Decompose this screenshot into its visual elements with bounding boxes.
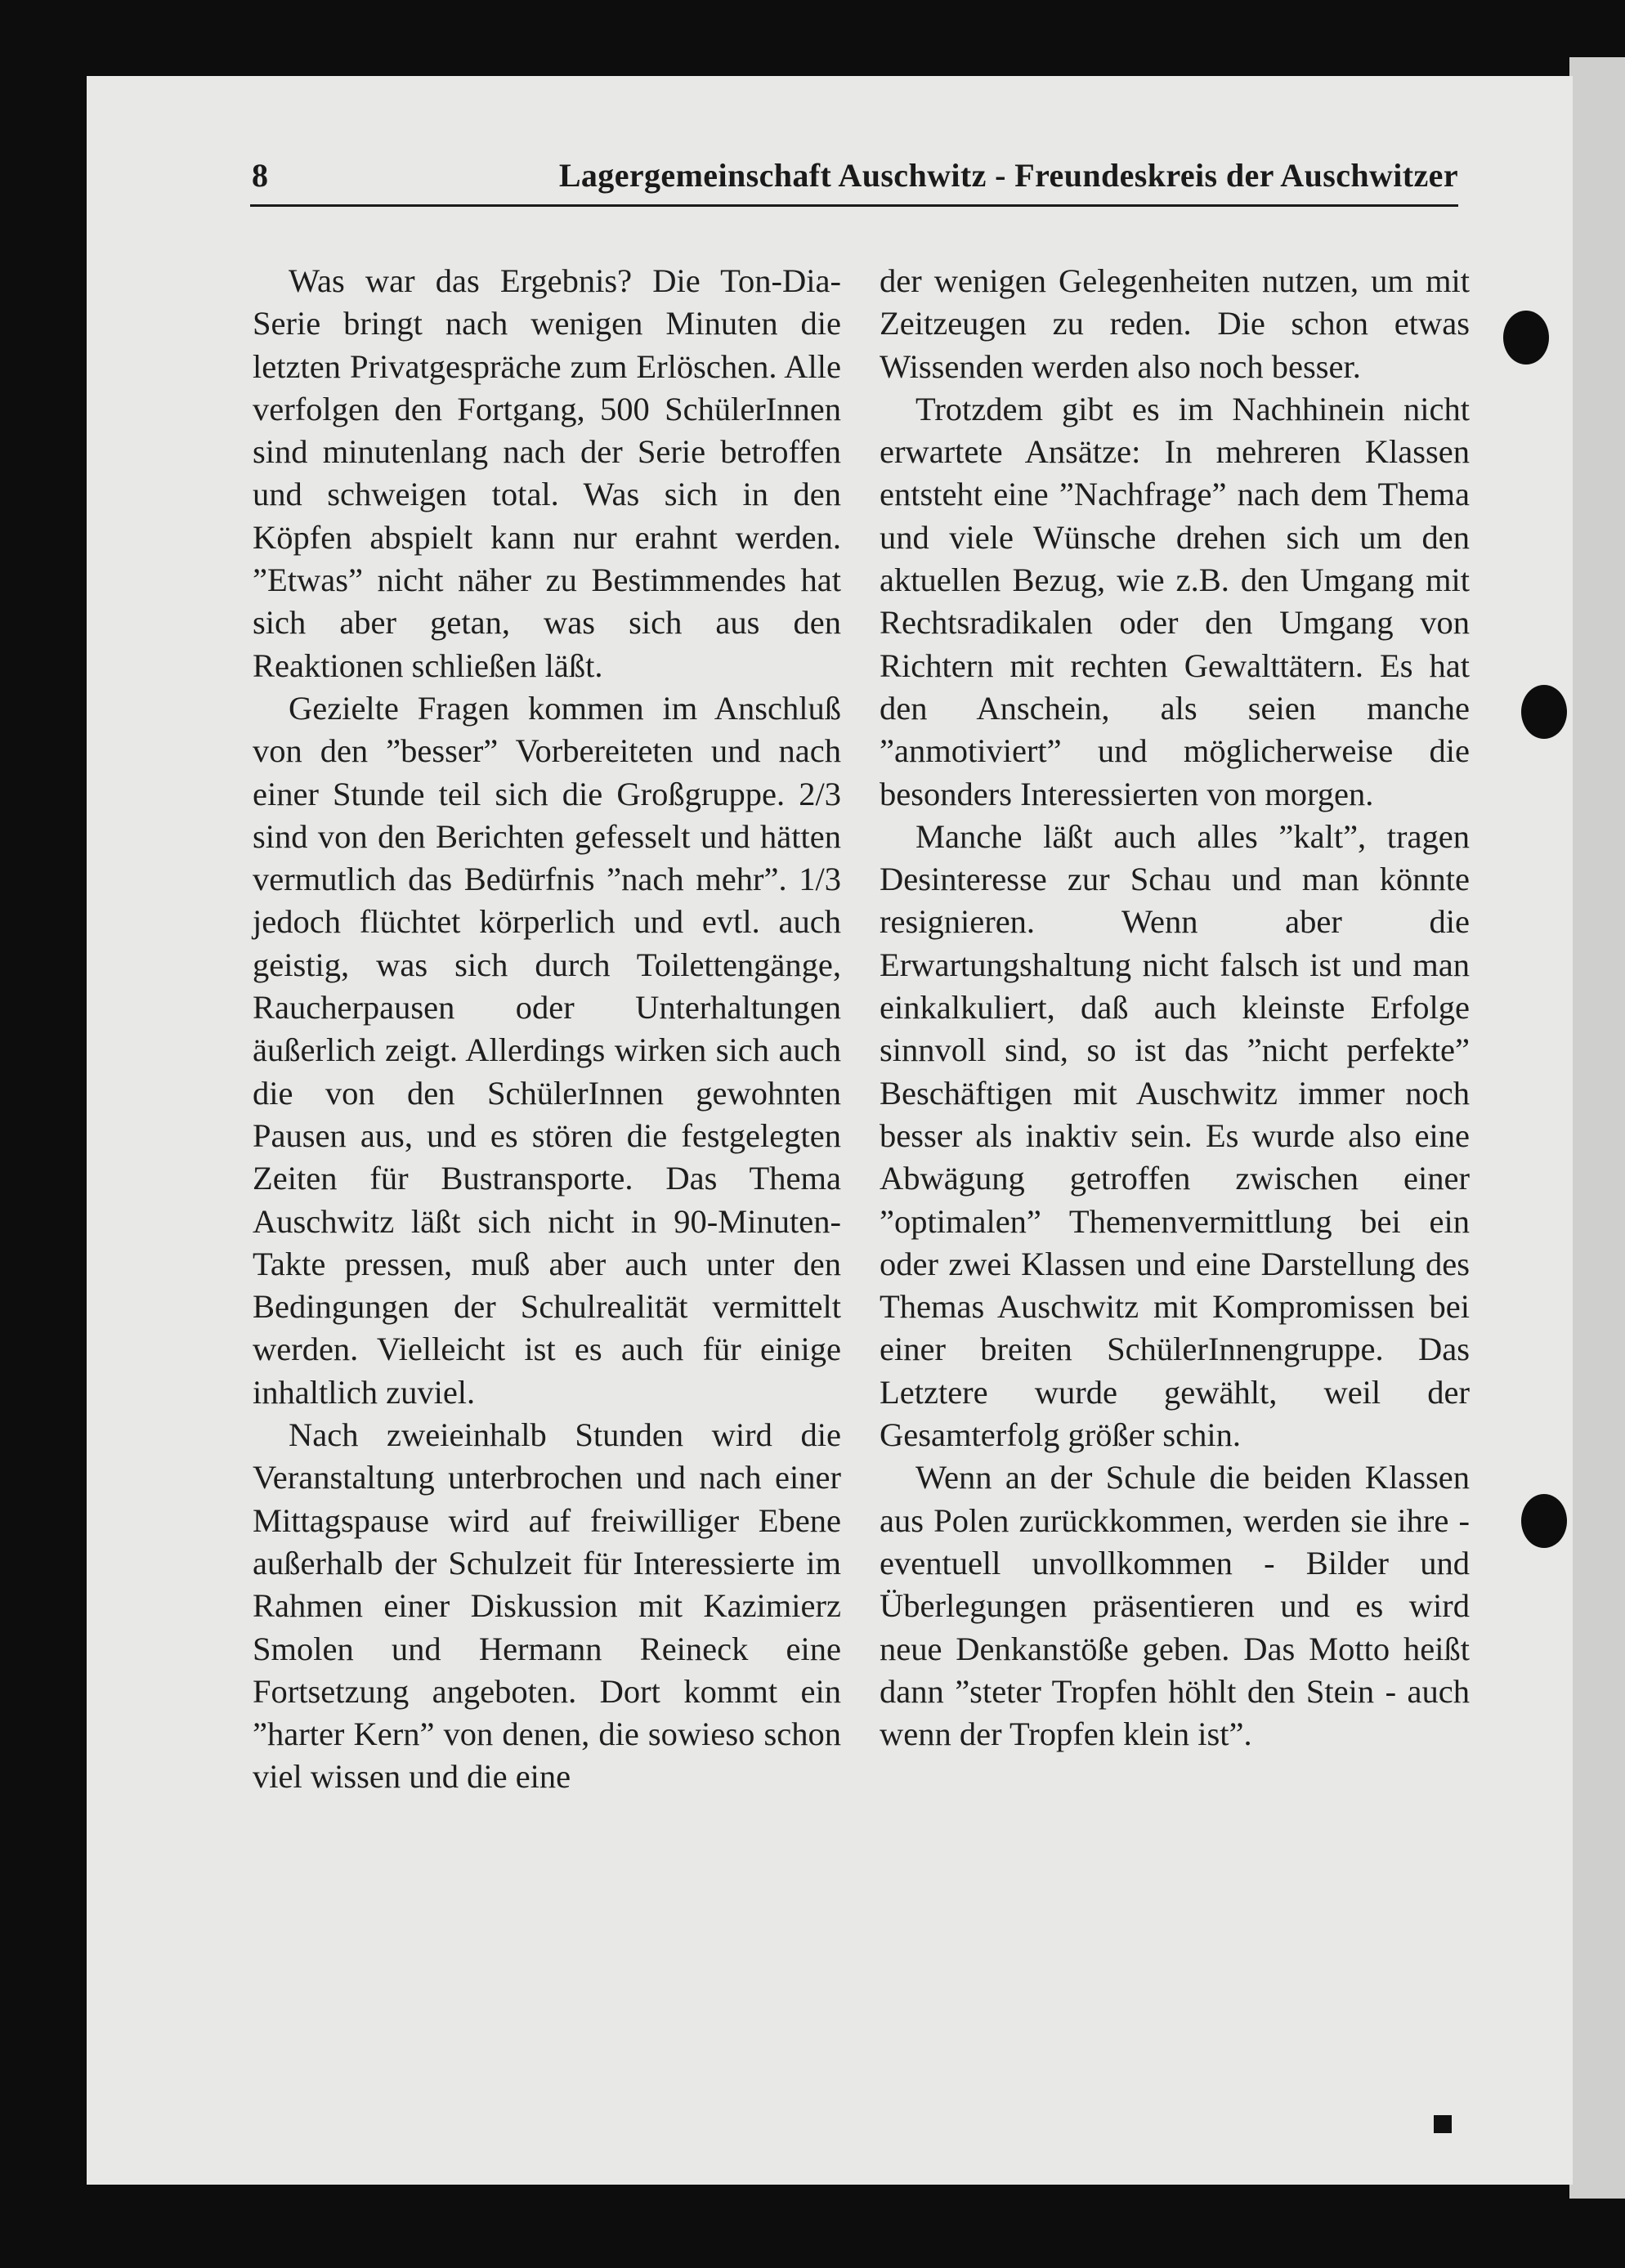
right-paragraph-3: Manche läßt auch alles ”kalt”, tragen Desinteresse zur Schau und man könnte resignieren. Wenn aber die Erwartungshaltung nicht falsch ist und man einkalkuliert, daß auch kleinste Erfolge sinnvoll sind, so ist das ”nicht perfekte” Beschäftigen mit Auschwitz immer noch besser als inaktiv sein. Es wurde also eine Abwägung getroffen zwischen einer ”optimalen” Themenvermittlung bei ein oder zwei Klassen und eine Darstellung des Themas Auschwitz mit Kompromissen bei einer breiten SchülerInnengruppe. Das Letztere wurde gewählt, weil der Gesamterfolg größer schin. [880, 817, 1470, 1454]
page-header [250, 150, 1458, 207]
left-paragraph-2: Gezielte Fragen kommen im Anschluß von den ”besser” Vorbereiteten und nach einer Stunde teil sich die Großgruppe. 2/3 sind von den Berichten gefesselt und hätten vermutlich das Bedürfnis ”nach mehr”. 1/3 jedoch flüchtet körperlich und evtl. auch geistig, was sich durch Toilettengänge, Raucherpausen oder Unterhaltungen äußerlich zeigt. Allerdings wirken sich auch die von den SchülerInnen gewohnten Pausen aus, und es stören die festgelegten Zeiten für Bustransporte. Das Thema Auschwitz läßt sich nicht in 90-Minuten-Takte pressen, muß aber auch unter den Bedingungen der Schulrealität vermittelt werden. Vielleicht ist es auch für einige inhaltlich zuviel. [253, 689, 841, 1411]
left-paragraph-1: Was war das Ergebnis? Die Ton-Dia-Serie bringt nach wenigen Minuten die letzten Privatgespräche zum Erlöschen. Alle verfolgen den Fortgang, 500 SchülerInnen sind minutenlang nach der Serie betroffen und schweigen total. Was sich in den Köpfen abspielt kann nur erahnt werden. ”Etwas” nicht näher zu Bestimmendes hat sich aber getan, was sich aus den Reaktionen schließen läßt. [253, 262, 841, 684]
right-paragraph-4: Wenn an der Schule die beiden Klassen aus Polen zurückkommen, werden sie ihre - eventuell unvollkommen - Bilder und Überlegungen präsentieren und es wird neue Denkanstöße geben. Das Motto heißt dann ”steter Tropfen höhlt den Stein - auch wenn der Tropfen klein ist”. [880, 1459, 1470, 1753]
running-title: Lagergemeinschaft Auschwitz - Freundeskreis der Auschwitzer [558, 157, 1458, 194]
right-paragraph-2: Trotzdem gibt es im Nachhinein nicht erwartete Ansätze: In mehreren Klassen entsteht eine ”Nachfrage” nach dem Thema und viele Wünsche drehen sich um den aktuellen Bezug, wie z.B. den Umgang mit Rechtsradikalen oder den Umgang von Richtern mit rechten Gewalttätern. Es hat den Anschein, als seien manche ”anmotiviert” und möglicherweise die besonders Interessierten von morgen. [880, 390, 1470, 812]
left-column [253, 260, 841, 1799]
punch-hole [1521, 1494, 1567, 1548]
page-number: 8 [252, 157, 268, 194]
punch-hole [1521, 685, 1567, 739]
right-paragraph-1: der wenigen Gelegenheiten nutzen, um mit Zeitzeugen zu reden. Die schon etwas Wissenden werden also noch besser. [880, 262, 1470, 385]
right-column [880, 260, 1470, 1756]
article-end-mark [1434, 2115, 1452, 2133]
header-divider [250, 204, 1458, 207]
adjacent-page-edge [1569, 57, 1625, 2199]
punch-hole [1503, 311, 1549, 365]
left-paragraph-3: Nach zweieinhalb Stunden wird die Veranstaltung unterbrochen und nach einer Mittagspause wird auf freiwilliger Ebene außerhalb der Schulzeit für Interessierte im Rahmen einer Diskussion mit Kazimierz Smolen und Hermann Reineck eine Fortsetzung angeboten. Dort kommt ein ”harter Kern” von denen, die sowieso schon viel wissen und die eine [253, 1416, 841, 1796]
document-page [87, 76, 1573, 2185]
